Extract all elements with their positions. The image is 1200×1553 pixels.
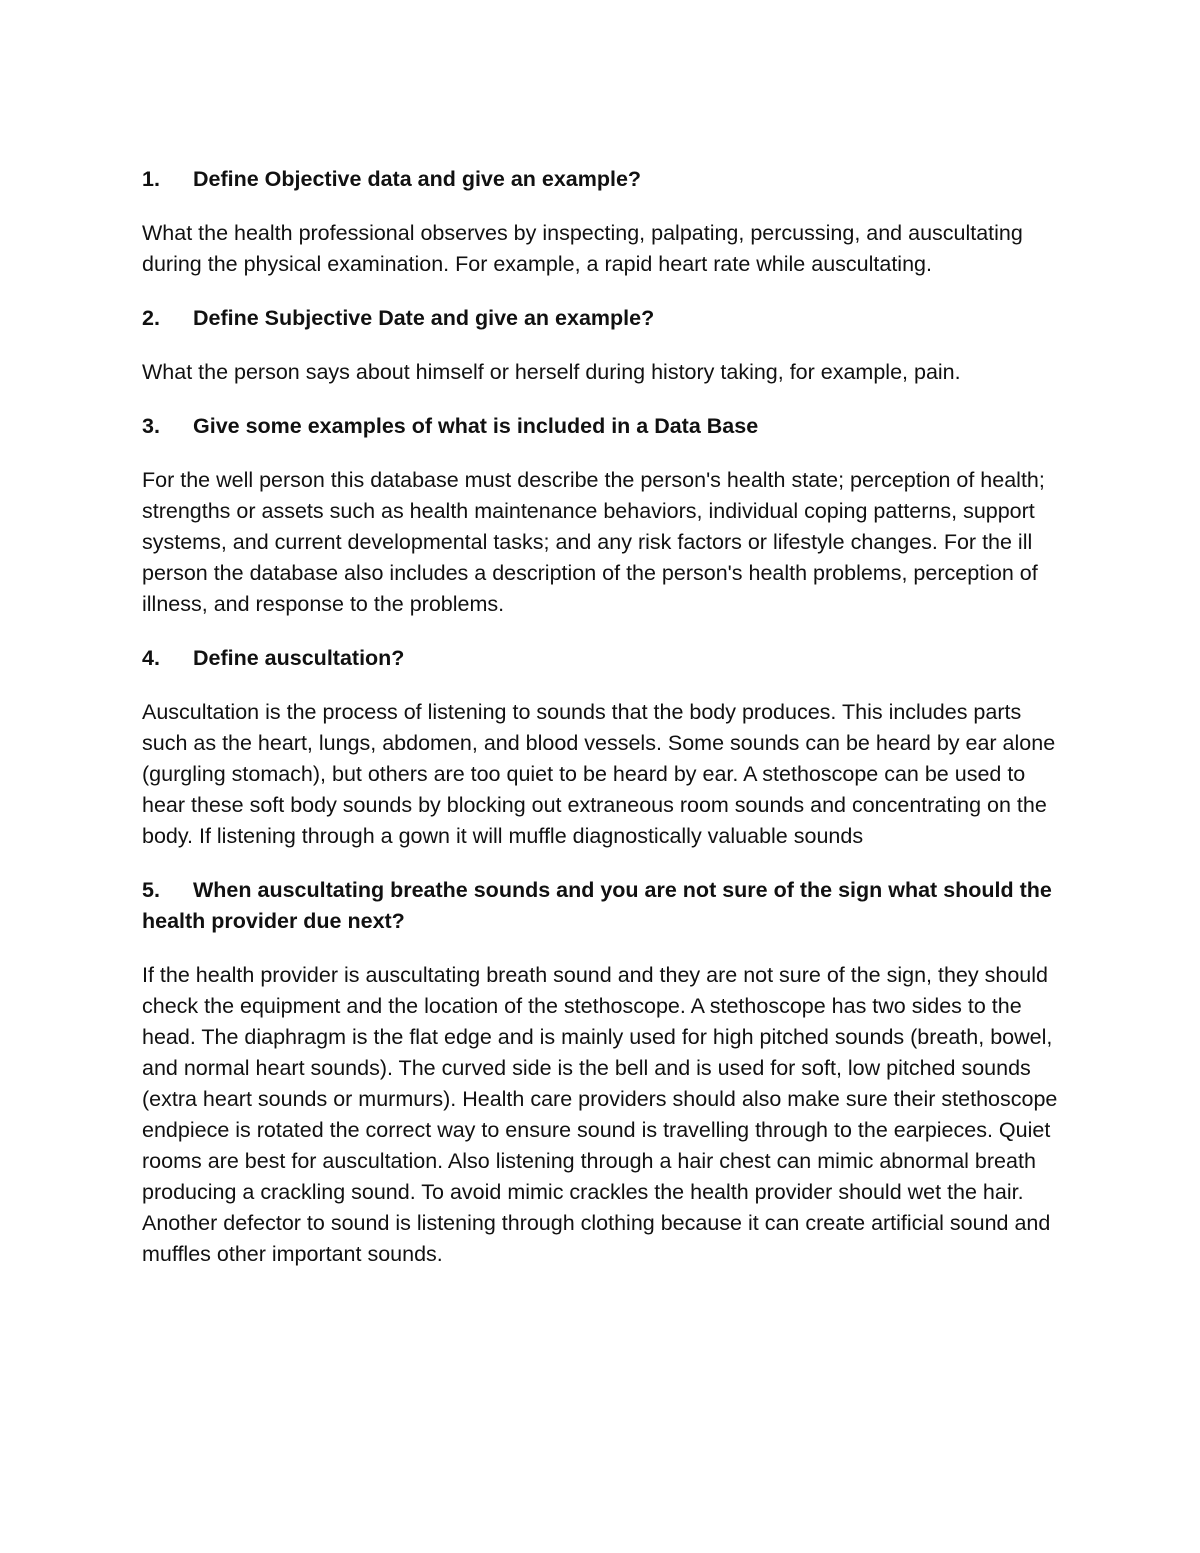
qa-item-2 xyxy=(142,303,1072,388)
answer-text: Auscultation is the process of listening to sounds that the body produces. This includes parts such as the heart, lungs, abdomen, and blood vessels. Some sounds can be heard by ear alone (gurgling stomach), but others are too quiet to be heard by ear. A stethoscope can be used to hear these soft body sounds by blocking out extraneous room sounds and concentrating on the body. If listening through a gown it will muffle diagnostically valuable sounds xyxy=(142,700,1056,848)
question-text: Define Subjective Date and give an example? xyxy=(193,306,655,330)
question-heading xyxy=(142,164,1072,195)
question-number: 5. xyxy=(142,878,160,902)
answer-text: For the well person this database must describe the person's health state; perception of health; strengths or assets such as health maintenance behaviors, individual coping patterns, support systems, and current developmental tasks; and any risk factors or lifestyle changes. For the ill person the database also includes a description of the person's health problems, perception of illness, and response to the problems. xyxy=(142,468,1045,616)
question-text: When auscultating breathe sounds and you are not sure of the sign what should the health provider due next? xyxy=(142,878,1052,933)
qa-item-3 xyxy=(142,411,1072,620)
question-text: Give some examples of what is included in a Data Base xyxy=(193,414,759,438)
question-heading xyxy=(142,875,1072,937)
answer-text: What the person says about himself or herself during history taking, for example, pain. xyxy=(142,360,961,384)
answer-text: If the health provider is auscultating breath sound and they are not sure of the sign, they should check the equipment and the location of the stethoscope. A stethoscope has two sides to the head. The diaphragm is the flat edge and is mainly used for high pitched sounds (breath, bowel, and normal heart sounds). The curved side is the bell and is used for soft, low pitched sounds (extra heart sounds or murmurs). Health care providers should also make sure their stethoscope endpiece is rotated the correct way to ensure sound is travelling through to the earpieces. Quiet rooms are best for auscultation. Also listening through a hair chest can mimic abnormal breath producing a crackling sound. To avoid mimic crackles the health provider should wet the hair. Another defector to sound is listening through clothing because it can create artificial sound and muffles other important sounds. xyxy=(142,963,1058,1266)
document-page xyxy=(142,164,1072,1293)
question-heading xyxy=(142,411,1072,442)
question-number: 2. xyxy=(142,306,160,330)
question-number: 4. xyxy=(142,646,160,670)
question-text: Define auscultation? xyxy=(193,646,405,670)
qa-item-5 xyxy=(142,875,1072,1270)
question-number: 1. xyxy=(142,167,160,191)
qa-item-4 xyxy=(142,643,1072,852)
question-text: Define Objective data and give an example? xyxy=(193,167,642,191)
answer-text: What the health professional observes by inspecting, palpating, percussing, and auscultating during the physical examination. For example, a rapid heart rate while auscultating. xyxy=(142,221,1023,276)
question-heading xyxy=(142,643,1072,674)
qa-item-1 xyxy=(142,164,1072,280)
question-heading xyxy=(142,303,1072,334)
question-number: 3. xyxy=(142,414,160,438)
